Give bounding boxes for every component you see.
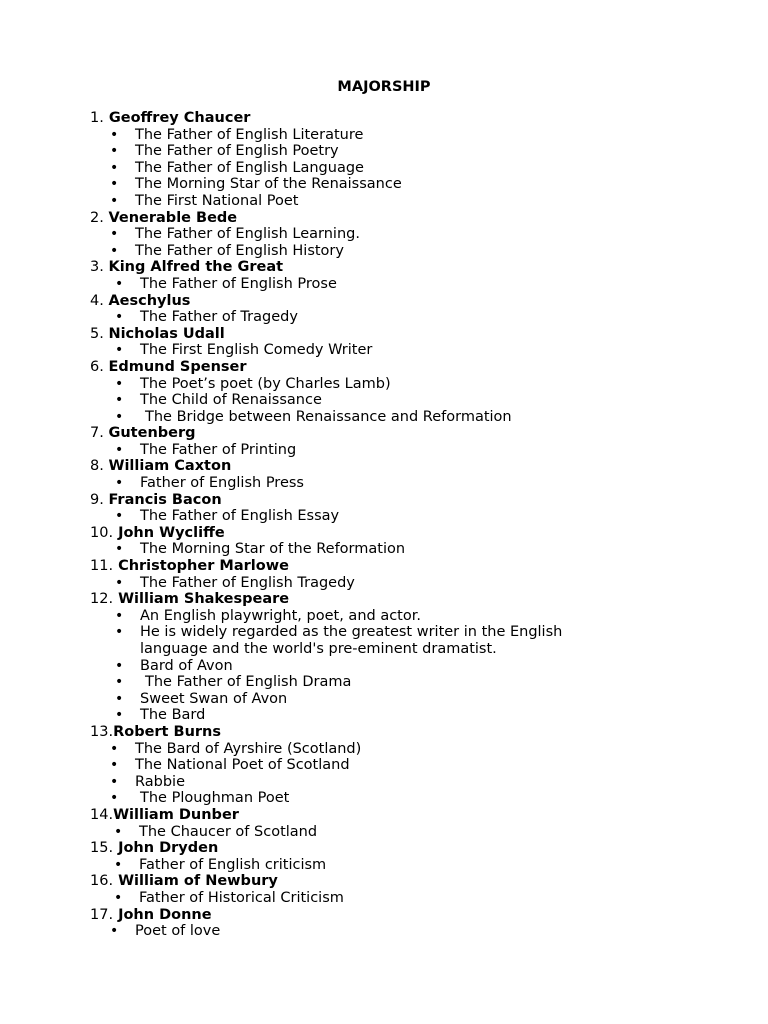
author-name: Venerable Bede — [108, 209, 238, 226]
epithet-item — [115, 541, 768, 558]
epithet-text: The Father of English Literature — [135, 126, 364, 143]
epithet-item — [115, 475, 768, 492]
epithet-list — [0, 475, 768, 492]
bullet-icon: • — [110, 176, 119, 193]
epithet-item — [115, 624, 620, 657]
epithet-list — [0, 342, 768, 359]
author-name: Robert Burns — [113, 723, 222, 740]
author-name: William Shakespeare — [118, 591, 290, 608]
epithet-text: The Chaucer of Scotland — [139, 823, 318, 840]
epithet-text: He is widely regarded as the greatest writer in the English language and the world's pre-eminent dramatist. — [140, 624, 563, 657]
bullet-icon: • — [115, 408, 124, 425]
epithet-text: The Father of English Language — [135, 159, 364, 176]
author-number: 2. — [90, 209, 104, 226]
bullet-icon: • — [115, 624, 124, 641]
bullet-icon: • — [115, 674, 124, 691]
author-heading — [90, 840, 768, 857]
author-name: John Wycliffe — [118, 524, 225, 541]
bullet-icon: • — [115, 690, 124, 707]
author-name: William of Newbury — [118, 873, 278, 890]
author-heading — [90, 907, 768, 924]
author-heading — [90, 591, 768, 608]
epithet-text: The Ploughman Poet — [140, 790, 290, 807]
epithet-item — [110, 126, 768, 144]
author-list — [0, 110, 768, 940]
bullet-icon: • — [110, 790, 119, 807]
bullet-icon: • — [115, 541, 124, 558]
bullet-icon: • — [115, 657, 124, 674]
epithet-item — [115, 690, 768, 708]
epithet-list — [0, 741, 768, 807]
epithet-item — [115, 342, 768, 359]
page-title: MAJORSHIP — [337, 79, 431, 95]
bullet-icon: • — [115, 707, 124, 724]
epithet-item — [115, 607, 768, 625]
author-number: 7. — [90, 425, 104, 442]
author-number: 13. — [90, 723, 114, 740]
epithet-text: The Father of English Poetry — [135, 143, 339, 160]
epithet-text: The Father of English History — [135, 242, 344, 259]
author-number: 6. — [90, 358, 104, 375]
epithet-text: The Poet’s poet (by Charles Lamb) — [140, 375, 391, 392]
author-heading — [90, 458, 768, 475]
epithet-item — [110, 192, 768, 210]
epithet-text: The Bard of Ayrshire (Scotland) — [135, 740, 362, 757]
bullet-icon: • — [110, 773, 119, 790]
bullet-icon: • — [110, 143, 119, 160]
bullet-icon: • — [115, 441, 124, 458]
author-name: John Dryden — [118, 840, 219, 857]
author-heading — [90, 724, 768, 741]
bullet-icon: • — [115, 392, 124, 409]
epithet-text: The Father of English Tragedy — [140, 574, 355, 591]
author-name: Francis Bacon — [108, 491, 222, 508]
bullet-icon: • — [115, 607, 124, 624]
epithet-list — [0, 541, 768, 558]
epithet-item — [115, 674, 768, 691]
epithet-text: The Father of Tragedy — [140, 309, 298, 326]
bullet-icon: • — [110, 192, 119, 209]
bullet-icon: • — [114, 856, 123, 873]
author-number: 5. — [90, 325, 104, 342]
bullet-icon: • — [110, 159, 119, 176]
bullet-icon: • — [114, 823, 123, 840]
author-heading — [90, 807, 768, 824]
epithet-text: The First English Comedy Writer — [140, 342, 373, 359]
epithet-list — [0, 857, 768, 874]
author-name: Christopher Marlowe — [118, 558, 289, 575]
author-number: 9. — [90, 491, 104, 508]
epithet-item — [115, 441, 768, 459]
epithet-item — [110, 790, 768, 807]
bullet-icon: • — [115, 309, 124, 326]
author-heading — [90, 259, 768, 276]
epithet-text: The Child of Renaissance — [140, 392, 322, 409]
author-name: John Donne — [118, 906, 212, 923]
epithet-text: The Bridge between Renaissance and Reformation — [145, 408, 512, 425]
epithet-text: The Morning Star of the Reformation — [140, 541, 406, 558]
author-heading — [90, 492, 768, 509]
author-name: William Dunber — [113, 806, 239, 823]
epithet-item — [110, 176, 768, 193]
author-number: 1. — [90, 110, 104, 126]
epithet-list — [0, 575, 768, 592]
author-number: 10. — [90, 524, 114, 541]
author-heading — [90, 326, 768, 343]
epithet-item — [110, 740, 768, 758]
author-number: 16. — [90, 873, 114, 890]
epithet-list — [0, 442, 768, 459]
bullet-icon: • — [115, 275, 124, 292]
epithet-item — [110, 923, 768, 940]
bullet-icon: • — [110, 757, 119, 774]
author-number: 15. — [90, 840, 114, 857]
epithet-text: The Father of English Essay — [140, 508, 340, 525]
author-name: Geoffrey Chaucer — [108, 110, 251, 126]
author-heading — [90, 873, 768, 890]
epithet-item — [115, 657, 768, 675]
epithet-item — [110, 143, 768, 160]
epithet-list — [0, 276, 768, 293]
bullet-icon: • — [115, 342, 124, 359]
epithet-item — [115, 508, 768, 525]
epithet-text: The National Poet of Scotland — [135, 757, 350, 774]
epithet-item — [114, 889, 768, 907]
bullet-icon: • — [115, 375, 124, 392]
epithet-item — [110, 757, 768, 774]
epithet-list — [0, 226, 768, 259]
epithet-list — [0, 127, 768, 210]
author-number: 11. — [90, 558, 114, 575]
author-heading — [90, 425, 768, 442]
author-heading — [90, 558, 768, 575]
author-number: 8. — [90, 458, 104, 475]
epithet-item — [114, 856, 768, 874]
epithet-list — [0, 608, 768, 724]
author-number: 17. — [90, 906, 114, 923]
epithet-item — [115, 408, 768, 426]
epithet-list — [0, 923, 768, 940]
bullet-icon: • — [115, 574, 124, 591]
epithet-text: Father of English criticism — [139, 856, 327, 873]
epithet-item — [115, 375, 768, 393]
epithet-text: The Morning Star of the Renaissance — [135, 176, 402, 193]
author-heading — [90, 293, 768, 310]
author-name: Gutenberg — [108, 425, 196, 442]
author-number: 12. — [90, 591, 114, 608]
author-name: William Caxton — [108, 458, 232, 475]
epithet-item — [115, 574, 768, 592]
epithet-text: Sweet Swan of Avon — [140, 690, 288, 707]
bullet-icon: • — [110, 126, 119, 143]
author-heading — [90, 525, 768, 542]
epithet-list — [0, 824, 768, 841]
author-number: 4. — [90, 292, 104, 309]
epithet-item — [115, 392, 768, 409]
epithet-text: The Bard — [140, 707, 206, 724]
epithet-list — [0, 376, 768, 426]
epithet-item — [110, 226, 768, 243]
author-name: Nicholas Udall — [108, 325, 225, 342]
epithet-text: The Father of Printing — [140, 441, 297, 458]
bullet-icon: • — [110, 923, 119, 940]
bullet-icon: • — [115, 475, 124, 492]
author-number: 3. — [90, 259, 104, 276]
bullet-icon: • — [110, 740, 119, 757]
epithet-item — [110, 242, 768, 260]
epithet-text: An English playwright, poet, and actor. — [140, 607, 421, 624]
epithet-text: The Father of English Drama — [145, 674, 352, 691]
epithet-item — [110, 773, 768, 791]
epithet-list — [0, 309, 768, 326]
epithet-text: Bard of Avon — [140, 657, 233, 674]
author-name: Aeschylus — [108, 292, 191, 309]
bullet-icon: • — [114, 889, 123, 906]
epithet-text: Rabbie — [135, 773, 185, 790]
author-heading — [90, 110, 768, 127]
bullet-icon: • — [110, 226, 119, 243]
author-name: King Alfred the Great — [108, 259, 284, 276]
author-number: 14. — [90, 806, 114, 823]
epithet-text: The Father of English Prose — [140, 275, 337, 292]
epithet-text: Poet of love — [135, 923, 221, 940]
epithet-text: The Father of English Learning. — [135, 226, 360, 243]
epithet-text: Father of Historical Criticism — [139, 889, 344, 906]
epithet-item — [115, 309, 768, 326]
epithet-item — [115, 275, 768, 293]
bullet-icon: • — [115, 508, 124, 525]
epithet-item — [115, 707, 768, 724]
epithet-item — [110, 159, 768, 177]
author-name: Edmund Spenser — [108, 358, 247, 375]
author-heading — [90, 359, 768, 376]
epithet-text: The First National Poet — [135, 192, 299, 209]
epithet-list — [0, 508, 768, 525]
bullet-icon: • — [110, 242, 119, 259]
epithet-item — [114, 823, 768, 841]
epithet-list — [0, 890, 768, 907]
epithet-text: Father of English Press — [140, 475, 304, 492]
author-heading — [90, 210, 768, 227]
